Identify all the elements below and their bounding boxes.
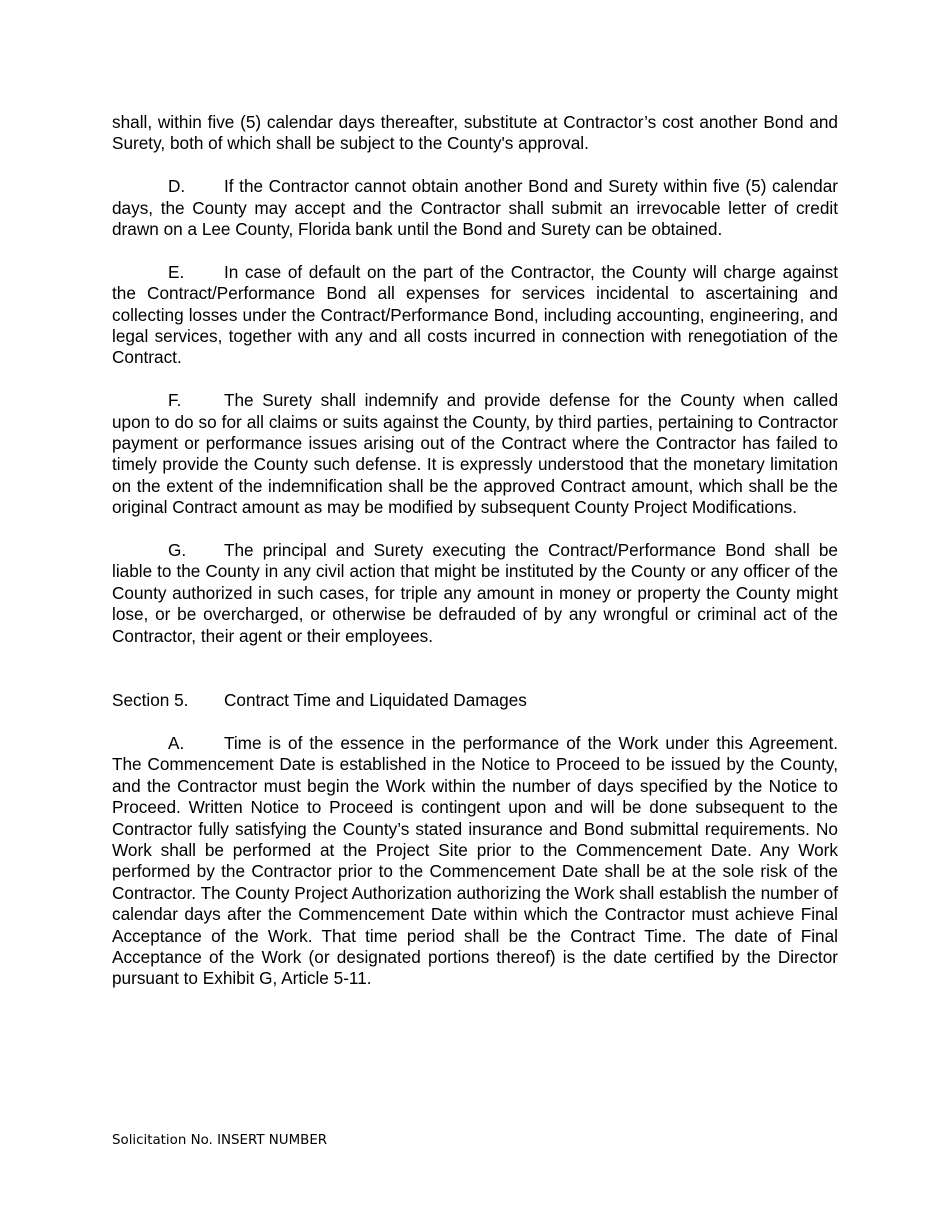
- paragraph-text: In case of default on the part of the Contractor, the County will charge against the Contract/Performance Bond all expenses for services incidental to ascertaining and collecting losses under the Contract/Performance Bond, including accounting, engineering, and legal services, together with any and all costs incurred in connection with renegotiation of the Contract.: [112, 261, 838, 368]
- section-title: Contract Time and Liquidated Damages: [224, 690, 527, 711]
- paragraph-label: D.: [168, 176, 186, 197]
- paragraph-text: If the Contractor cannot obtain another Bond and Surety within five (5) calendar days, the County may accept and the Contractor shall submit an irrevocable letter of credit drawn on a Lee County, Florida bank until the Bond and Surety can be obtained.: [112, 176, 838, 240]
- paragraph-g: [112, 540, 838, 647]
- paragraph-label: A.: [168, 732, 185, 753]
- paragraph-label: E.: [168, 261, 185, 282]
- paragraph-e: [112, 262, 838, 369]
- section-paragraph-a: [112, 733, 838, 990]
- paragraph-text: The Surety shall indemnify and provide defense for the County when called upon to do so for all claims or suits against the County, by third parties, pertaining to Contractor payment or performance issues arising out of the Contract where the Contractor has failed to timely provide the County such defense. It is expressly understood that the monetary limitation on the extent of the indemnification shall be the approved Contract amount, which shall be the original Contract amount as may be modified by subsequent County Project Modifications.: [112, 390, 838, 518]
- section-number: Section 5.: [112, 690, 189, 711]
- continuation-paragraph: shall, within five (5) calendar days thereafter, substitute at Contractor’s cost another Bond and Surety, both of which shall be subject to the County's approval.: [112, 112, 838, 154]
- paragraph-text: The principal and Surety executing the Contract/Performance Bond shall be liable to the County in any civil action that might be instituted by the County or any officer of the County authorized in such cases, for triple any amount in money or property the County might lose, or be overcharged, or otherwise be defrauded of by any wrongful or criminal act of the Contractor, their agent or their employees.: [112, 540, 838, 646]
- document-page: [112, 112, 838, 990]
- paragraph-f: [112, 390, 838, 518]
- paragraph-label: F.: [168, 390, 182, 411]
- paragraph-label: G.: [168, 540, 187, 561]
- paragraph-d: [112, 176, 838, 240]
- paragraph-text: Time is of the essence in the performance of the Work under this Agreement. The Commencement Date is established in the Notice to Proceed to be issued by the County, and the Contractor must begin the Work within the number of days specified by the Notice to Proceed. Written Notice to Proceed is contingent upon and will be done subsequent to the Contractor fully satisfying the County’s stated insurance and Bond submittal requirements. No Work shall be performed at the Project Site prior to the Commencement Date. Any Work performed by the Contractor prior to the Commencement Date shall be at the sole risk of the Contractor. The County Project Authorization authorizing the Work shall establish the number of calendar days after the Commencement Date within which the Contractor must achieve Final Acceptance of the Work. That time period shall be the Contract Time. The date of Final Acceptance of the Work (or designated portions thereof) is the date certified by the Director pursuant to Exhibit G, Article 5-11.: [112, 732, 838, 989]
- footer-solicitation-number: Solicitation No. INSERT NUMBER: [112, 1133, 328, 1148]
- section-heading: [112, 690, 838, 711]
